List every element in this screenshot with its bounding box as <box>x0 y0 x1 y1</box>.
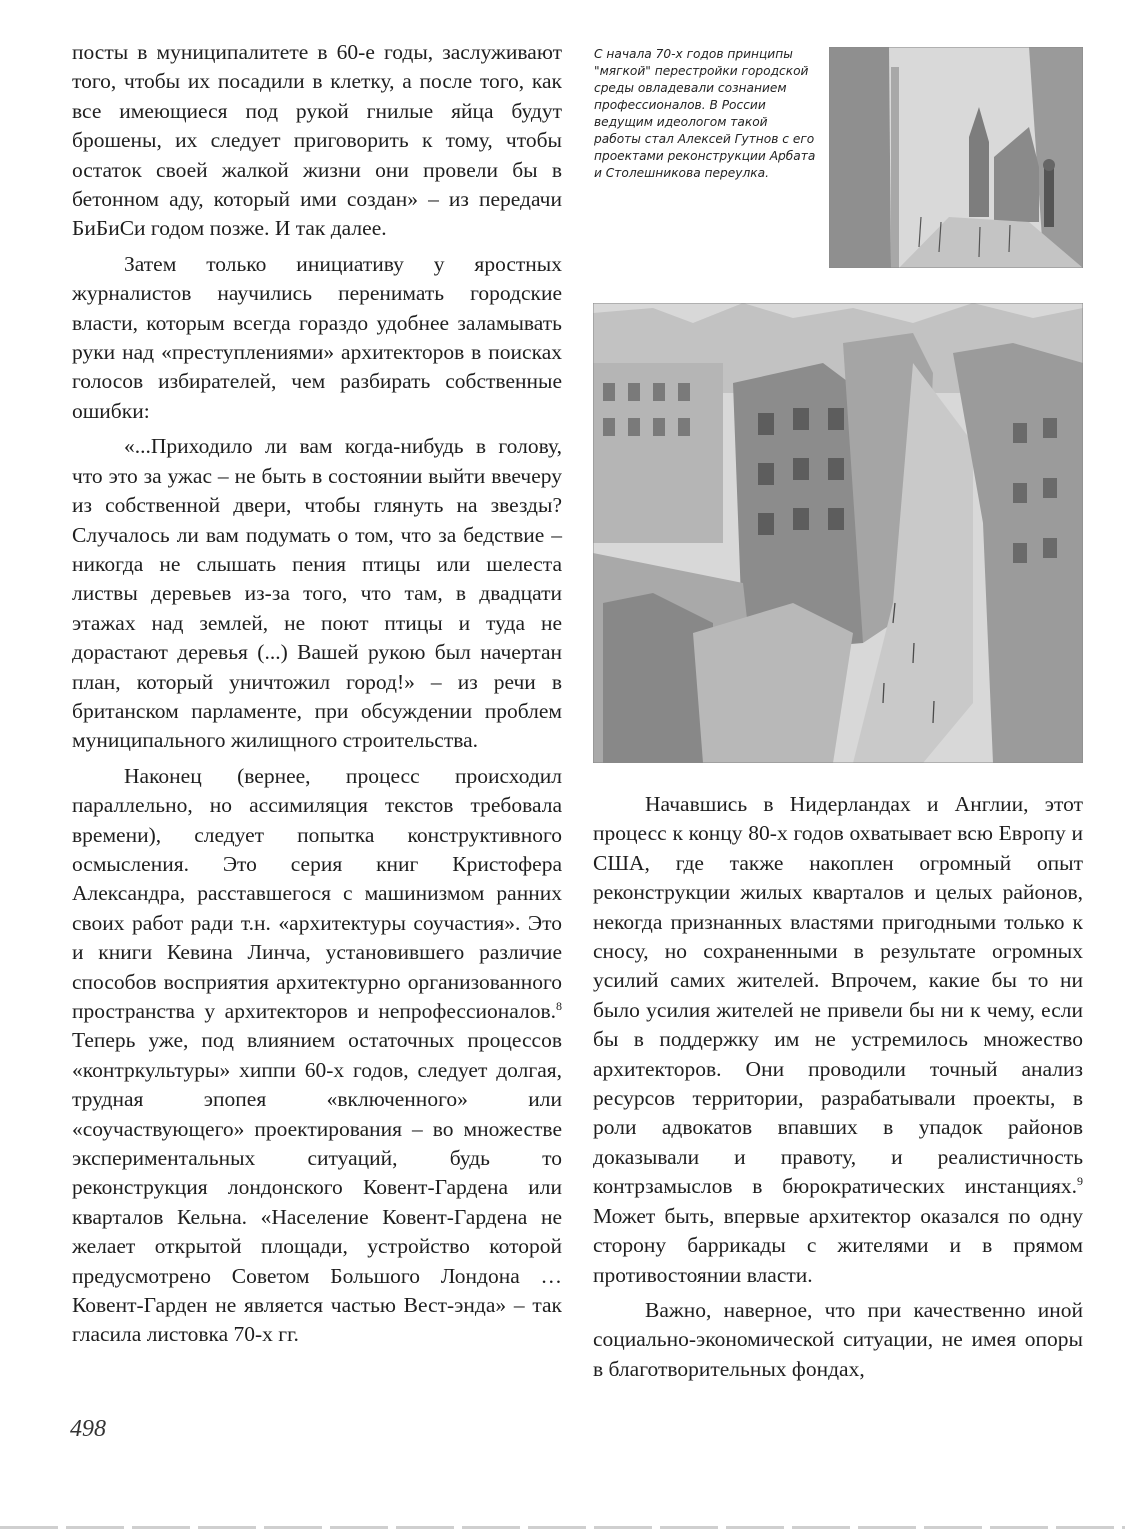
illustration-caption: С начала 70-х годов принципы "мягкой" перестройки городской среды овладевали сознанием профессионалов. В России ведущим идеологом такой работы стал Алексей Гутнов с его проектами реконструкции Арбата и Столешникова переулка. <box>594 47 816 180</box>
page-number: 498 <box>70 1416 106 1442</box>
paragraph-text: Теперь уже, под влиянием остаточных процессов «контркультуры» хиппи 60-х годов, следует долгая, трудная эпопея «включенного» или «соучаствующего» проектирования – во множестве экспериментальных ситуаций, будь то реконструкция лондонского Ковент-Гардена или кварталов Кельна. «Население Ковент-Гардена не желает открытой площади, устройство которой предусмотрено Советом Большого Лондона … Ковент-Гарден не является частью Вест-энда» – так гласила листовка 70-х гг. <box>72 1028 562 1347</box>
paragraph-text: Начавшись в Нидерландах и Англии, этот процесс к концу 80-х годов охватывает всю Европу и США, где также накоплен огромный опыт реконструкции жилых кварталов и целых районов, некогда признанных властями пригодными только к сносу, но сохраненными в результате огромных усилий самих жителей. Впрочем, какие бы то ни было усилия жителей не привели бы ни к чему, если бы в поддержку им не устремилось множество архитекторов. Они проводили точный анализ ресурсов территории, разрабатывали проекты, в роли адвокатов впавших в упадок районов доказывали и правоту, и реалистичность контрзамыслов в бюрократических инстанциях. <box>593 792 1083 1199</box>
street-sketch-large <box>593 303 1083 763</box>
quote-paragraph: «...Приходило ли вам когда-нибудь в голову, что это за ужас – не быть в состоянии выйти ввечеру из собственной двери, чтобы глянуть на звезды? Случалось ли вам подумать о том, что за бедствие – никогда не слышать пения птицы или шелеста листвы деревьев из-за того, что там, в двадцати этажах над землей, не поют птицы и туда не дорастают деревья (...) Вашей рукою был начертан план, который уничтожил город!» – из речи в британском парламенте, при обсуждении проблем муниципального жилищного строительства. <box>72 434 562 753</box>
paragraph <box>593 790 1083 1290</box>
paragraph: посты в муниципалитете в 60-е годы, заслуживают того, чтобы их посадили в клетку, а после того, как все имеющиеся под рукой гнилые яйца будут брошены, их следует приговорить к тому, чтобы остаток своей жалкой жизни они провели бы в бетонном аду, который ими создан» – из передачи БиБиСи годом позже. И так далее. <box>72 40 562 241</box>
paragraph-text: Наконец (вернее, процесс происходил параллельно, но ассимиляция текстов требовала времени), следует попытка конструктивного осмысления. Это серия книг Кристофера Александра, расставшегося с машинизмом ранних своих работ ради т.н. «архитектуры соучастия». Это и книги Кевина Линча, установившего различие способов восприятия архитектурно организованного пространства у архитекторов и непрофессионалов. <box>72 763 562 1023</box>
paragraph: Затем только инициативу у яростных журналистов научились перенимать городские власти, которым всегда гораздо удобнее заламывать руки над «преступлениями» архитекторов в поисках голосов избирателей, чем разбирать собственные ошибки: <box>72 251 562 423</box>
footnote-marker: 9 <box>1077 1174 1083 1189</box>
left-text-column <box>72 38 562 1350</box>
paragraph: Важно, наверное, что при качественно иной социально-экономической ситуации, не имея опоры в благотворительных фондах, <box>593 1297 1083 1381</box>
paragraph-text: Может быть, впервые архитектор оказался по одну сторону баррикады с жителями и в прямом противостоянии власти. <box>593 1203 1083 1287</box>
footnote-marker: 8 <box>556 998 562 1013</box>
street-sketch-small <box>829 47 1083 268</box>
bottom-rule <box>0 1526 1125 1529</box>
paragraph <box>72 762 562 1350</box>
right-text-column <box>593 790 1083 1384</box>
